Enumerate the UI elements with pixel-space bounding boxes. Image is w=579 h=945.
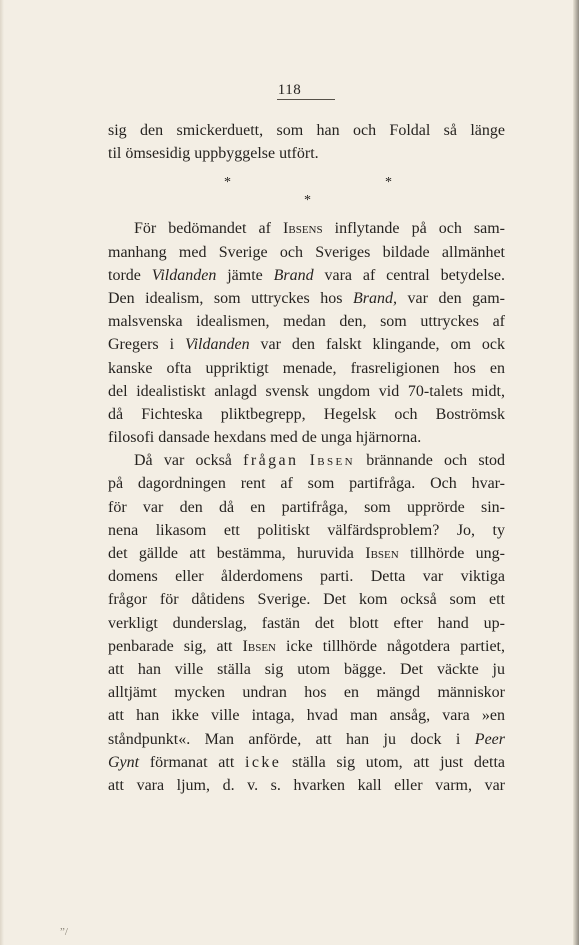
work-title: Vildanden bbox=[185, 336, 250, 354]
section-asterism bbox=[108, 167, 505, 213]
text-line: kanske ofta uppriktigt menade, frasreligionen hos en bbox=[108, 359, 505, 377]
author-name: Ibsen bbox=[365, 545, 399, 562]
author-name: Ibsen bbox=[309, 452, 356, 470]
text-line: del idealistiskt anlagd svensk ungdom vid 70-talets midt, bbox=[108, 382, 505, 400]
work-title: Peer bbox=[474, 730, 505, 748]
text-line: Gynt förmanat att icke ställa sig utom, att just detta bbox=[108, 753, 506, 771]
spaced-emphasis: frågan bbox=[243, 452, 299, 470]
text-line: manhang med Sverige och Sveriges bildade allmänhet bbox=[108, 243, 505, 261]
spaced-emphasis: icke bbox=[244, 753, 282, 771]
text-line: alltjämt mycken undran hos en mängd människor bbox=[108, 684, 505, 702]
page-right-edge bbox=[573, 0, 579, 945]
text-line: domens eller ålderdomens parti. Detta var viktiga bbox=[108, 568, 505, 586]
page-left-edge bbox=[0, 0, 4, 945]
text-line: frågor för dåtidens Sverige. Det kom också som ett bbox=[108, 591, 505, 609]
paragraph-2 bbox=[108, 217, 505, 449]
page-number: 118 bbox=[277, 82, 302, 98]
text-line: ståndpunkt«. Man anförde, att han ju dock i Peer bbox=[108, 730, 505, 748]
text-line: det gällde att bestämma, huruvida Ibsen tillhörde ung- bbox=[108, 545, 505, 562]
text-line: torde Vildanden jämte Brand vara af central betydelse. bbox=[108, 266, 505, 284]
text-line: för var den då en partifråga, som upprörde sin- bbox=[108, 498, 505, 516]
text-line: att han ville ställa sig utom bägge. Det väckte ju bbox=[108, 660, 505, 678]
text-line: malsvenska idealismen, medan den, som uttryckes af bbox=[108, 313, 505, 331]
work-title: Vildanden bbox=[151, 266, 217, 284]
asterisk-center: * bbox=[304, 193, 311, 209]
text-line: Den idealism, som uttryckes hos Brand, var den gam- bbox=[108, 289, 506, 307]
author-name: Ibsens bbox=[283, 220, 323, 238]
text-line: att han ikke ville intaga, hvad man ansåg, vara »en bbox=[108, 707, 505, 725]
text-line: penbarade sig, att Ibsen icke tillhörde någotdera partiet, bbox=[108, 637, 505, 655]
text-line: verkligt dunderslag, fastän det blott efter hand up- bbox=[108, 614, 505, 632]
text-line: til ömsesidig uppbyggelse utfört. bbox=[108, 145, 319, 163]
paragraph-3 bbox=[108, 449, 505, 797]
work-title: Gynt bbox=[108, 753, 140, 771]
asterisk-left: * bbox=[224, 175, 231, 191]
body-text bbox=[108, 119, 505, 797]
text-line: nena likasom ett politiskt välfärdsproblem? Jo, ty bbox=[108, 521, 505, 539]
text-line: filosofi dansade hexdans med de unga hjärnorna. bbox=[108, 429, 422, 447]
text-line: Gregers i Vildanden var den falskt klingande, om ock bbox=[108, 336, 506, 354]
author-name: Ibsen bbox=[242, 637, 276, 655]
text-line: att vara ljum, d. v. s. hvarken kall eller varm, var bbox=[108, 776, 505, 794]
text-line: För bedömandet af Ibsens inflytande på och sam- bbox=[134, 220, 506, 238]
paragraph-1 bbox=[108, 119, 505, 165]
page-number-rule bbox=[277, 99, 335, 100]
text-line: sig den smickerduett, som han och Foldal så länge bbox=[108, 122, 505, 139]
asterisk-right: * bbox=[385, 175, 392, 191]
text-line: Då var också frågan Ibsen brännande och stod bbox=[134, 452, 506, 470]
text-line: på dagordningen rent af som partifråga. Och hvar- bbox=[108, 475, 505, 493]
work-title: Brand, bbox=[353, 289, 398, 307]
work-title: Brand bbox=[273, 266, 314, 284]
stray-ink-mark: ”/ bbox=[60, 926, 68, 938]
text-line: då Fichteska pliktbegrepp, Hegelsk och Boströmsk bbox=[108, 405, 505, 423]
